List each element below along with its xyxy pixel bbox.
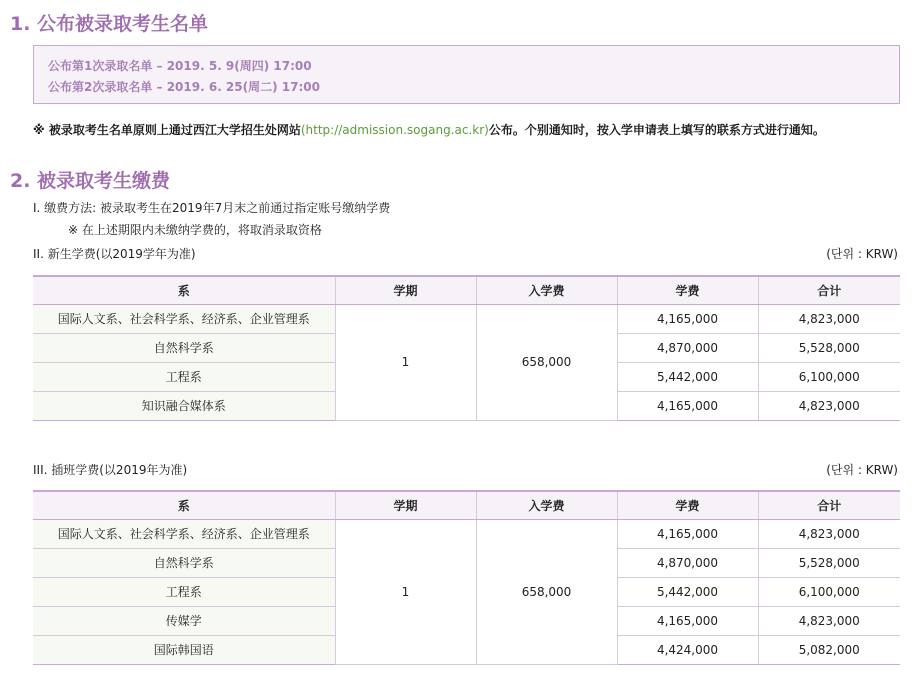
currency-unit: (단위 : KRW) bbox=[826, 247, 898, 261]
new-student-fee-table bbox=[33, 275, 900, 421]
transfer-fee-table bbox=[33, 490, 900, 665]
table-row bbox=[33, 519, 900, 548]
section-title-payment: 2. 被录取考生缴费 bbox=[10, 170, 171, 192]
payment-warning: ※ 在上述期限内未缴纳学费的，将取消录取资格 bbox=[68, 223, 322, 237]
table-header-row bbox=[33, 276, 900, 304]
total-cell: 5,528,000 bbox=[758, 548, 900, 577]
admission-notice bbox=[33, 121, 825, 138]
dept-cell: 国际人文系、社会科学系、经济系、企业管理系 bbox=[33, 304, 335, 333]
header-semester: 学期 bbox=[335, 276, 476, 304]
dept-cell: 自然科学系 bbox=[33, 548, 335, 577]
admission-website-link[interactable]: (http://admission.sogang.ac.kr) bbox=[300, 123, 489, 137]
total-cell: 4,823,000 bbox=[758, 391, 900, 420]
entrance-fee-cell: 658,000 bbox=[476, 304, 617, 420]
header-entrance-fee: 入学费 bbox=[476, 276, 617, 304]
currency-unit: (단위 : KRW) bbox=[826, 463, 898, 477]
dept-cell: 工程系 bbox=[33, 577, 335, 606]
dept-cell: 知识融合媒体系 bbox=[33, 391, 335, 420]
total-cell: 4,823,000 bbox=[758, 304, 900, 333]
dept-cell: 传媒学 bbox=[33, 606, 335, 635]
transfer-fee-heading: III. 插班学费(以2019年为准) bbox=[33, 463, 188, 477]
dept-cell: 国际韩国语 bbox=[33, 635, 335, 664]
payment-method: I. 缴费方法: 被录取考生在2019年7月末之前通过指定账号缴纳学费 bbox=[33, 201, 391, 215]
table-header-row bbox=[33, 491, 900, 519]
total-cell: 4,823,000 bbox=[758, 606, 900, 635]
header-tuition: 学费 bbox=[617, 276, 758, 304]
tuition-cell: 4,165,000 bbox=[617, 606, 758, 635]
notice-suffix: 公布。个别通知时，按入学申请表上填写的联系方式进行通知。 bbox=[488, 123, 825, 137]
header-entrance-fee: 入学费 bbox=[476, 491, 617, 519]
header-total: 合计 bbox=[758, 276, 900, 304]
announcement-first-round: 公布第1次录取名单 – 2019. 5. 9(周四) 17:00 bbox=[48, 59, 312, 73]
total-cell: 5,082,000 bbox=[758, 635, 900, 664]
dept-cell: 国际人文系、社会科学系、经济系、企业管理系 bbox=[33, 519, 335, 548]
semester-cell: 1 bbox=[335, 519, 476, 664]
section-title-admission-list: 1. 公布被录取考生名单 bbox=[10, 13, 209, 35]
announcement-box bbox=[33, 45, 900, 104]
total-cell: 6,100,000 bbox=[758, 362, 900, 391]
tuition-cell: 5,442,000 bbox=[617, 362, 758, 391]
tuition-cell: 4,870,000 bbox=[617, 333, 758, 362]
announcement-second-round: 公布第2次录取名单 – 2019. 6. 25(周二) 17:00 bbox=[48, 80, 320, 94]
new-student-fee-heading: II. 新生学费(以2019学年为准) bbox=[33, 247, 196, 261]
header-dept: 系 bbox=[33, 491, 335, 519]
header-dept: 系 bbox=[33, 276, 335, 304]
total-cell: 4,823,000 bbox=[758, 519, 900, 548]
header-tuition: 学费 bbox=[617, 491, 758, 519]
tuition-cell: 4,165,000 bbox=[617, 304, 758, 333]
table-row bbox=[33, 304, 900, 333]
tuition-cell: 5,442,000 bbox=[617, 577, 758, 606]
notice-prefix: ※ 被录取考生名单原则上通过西江大学招生处网站 bbox=[33, 123, 301, 137]
total-cell: 6,100,000 bbox=[758, 577, 900, 606]
tuition-cell: 4,165,000 bbox=[617, 391, 758, 420]
header-semester: 学期 bbox=[335, 491, 476, 519]
total-cell: 5,528,000 bbox=[758, 333, 900, 362]
tuition-cell: 4,424,000 bbox=[617, 635, 758, 664]
entrance-fee-cell: 658,000 bbox=[476, 519, 617, 664]
dept-cell: 自然科学系 bbox=[33, 333, 335, 362]
tuition-cell: 4,870,000 bbox=[617, 548, 758, 577]
tuition-cell: 4,165,000 bbox=[617, 519, 758, 548]
dept-cell: 工程系 bbox=[33, 362, 335, 391]
header-total: 合计 bbox=[758, 491, 900, 519]
semester-cell: 1 bbox=[335, 304, 476, 420]
